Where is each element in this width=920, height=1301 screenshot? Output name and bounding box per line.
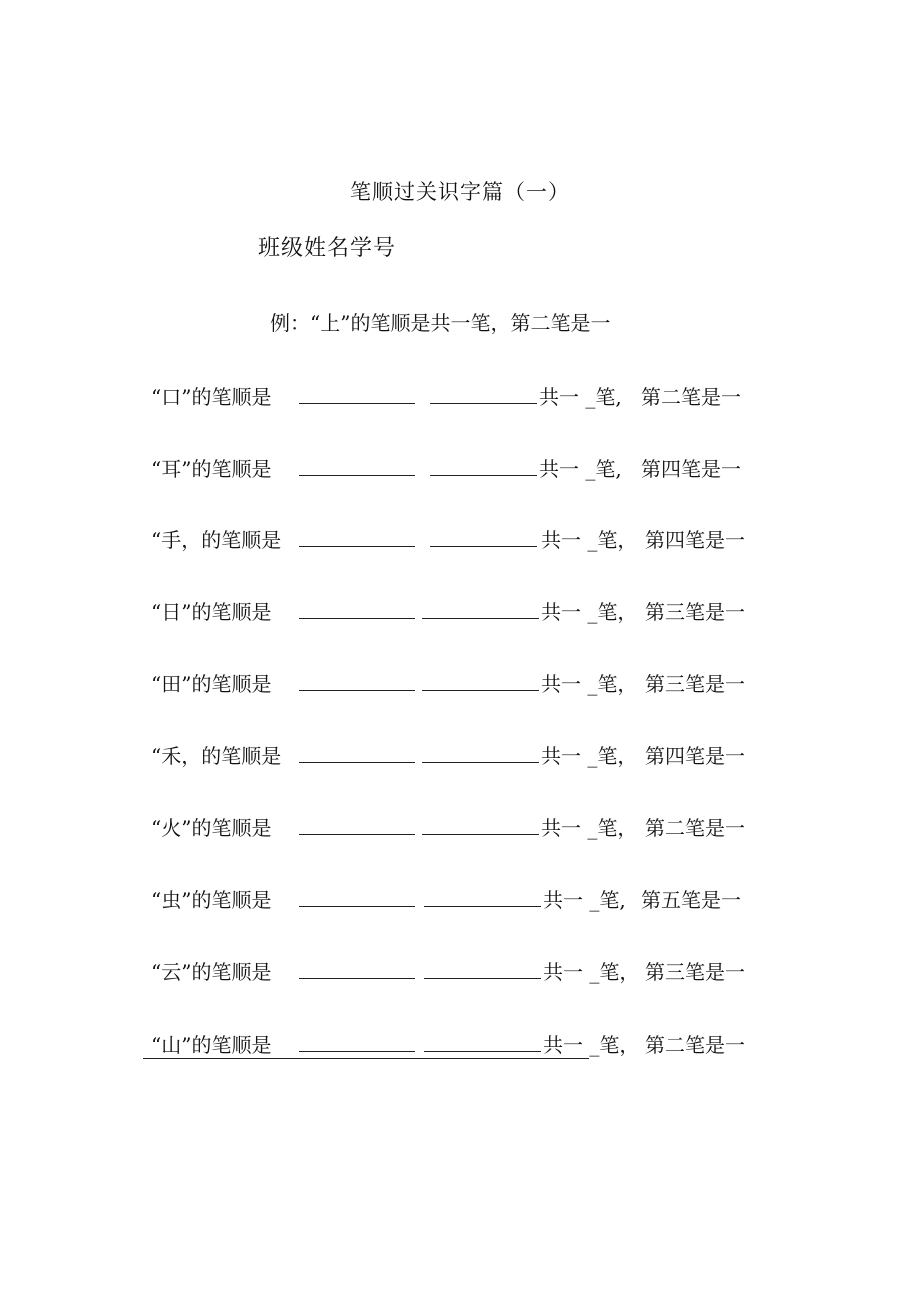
row-suffix: 第三笔是一 [645, 960, 745, 984]
answer-blank[interactable] [299, 1051, 415, 1052]
row-prefix: “虫”的笔顺是 [151, 888, 272, 912]
row-mid: 共一 _笔， [541, 744, 638, 768]
example-line: 例：“上”的笔顺是共一笔，第二笔是一 [270, 311, 611, 335]
row-mid: 共一 _笔, [539, 457, 622, 481]
answer-blank[interactable] [430, 475, 537, 476]
answer-blank[interactable] [299, 618, 415, 619]
answer-blank[interactable] [422, 834, 539, 835]
page-title: 笔顺过关识字篇（一） [350, 180, 570, 204]
row-suffix: 第四笔是一 [645, 744, 745, 768]
answer-blank[interactable] [424, 978, 541, 979]
row-suffix: 第二笔是一 [645, 816, 745, 840]
row-suffix: 第五笔是一 [641, 888, 741, 912]
row-mid: 共一 _笔, [543, 888, 626, 912]
answer-blank[interactable] [422, 690, 539, 691]
answer-blank[interactable] [299, 906, 415, 907]
answer-blank[interactable] [299, 475, 415, 476]
row-suffix: 第二笔是一 [645, 1033, 745, 1057]
answer-blank[interactable] [299, 546, 415, 547]
row-suffix: 第二笔是一 [641, 385, 741, 409]
class-name-number-line: 班级姓名学号 [258, 236, 397, 261]
row-mid: 共一 _笔， [541, 816, 638, 840]
answer-blank[interactable] [299, 403, 415, 404]
bottom-rule [143, 1058, 589, 1059]
row-prefix: “耳”的笔顺是 [151, 457, 272, 481]
row-mid: 共一 _笔， [541, 672, 638, 696]
row-suffix: 第四笔是一 [641, 457, 741, 481]
row-mid: 共一 _笔, [539, 385, 622, 409]
row-suffix: 第三笔是一 [645, 600, 745, 624]
row-prefix: “云”的笔顺是 [151, 960, 272, 984]
row-prefix: “日”的笔顺是 [151, 600, 272, 624]
row-suffix: 第三笔是一 [645, 672, 745, 696]
row-prefix: “田”的笔顺是 [151, 672, 272, 696]
row-mid: 共一 _笔， [541, 528, 638, 552]
answer-blank[interactable] [424, 906, 541, 907]
answer-blank[interactable] [299, 690, 415, 691]
answer-blank[interactable] [299, 834, 415, 835]
answer-blank[interactable] [299, 978, 415, 979]
row-mid: 共一 _笔， [543, 960, 640, 984]
answer-blank[interactable] [430, 403, 537, 404]
row-prefix: “手，的笔顺是 [151, 528, 282, 552]
row-suffix: 第四笔是一 [645, 528, 745, 552]
row-prefix: “禾，的笔顺是 [151, 744, 282, 768]
answer-blank[interactable] [430, 546, 537, 547]
row-mid: 共一 _笔， [541, 600, 638, 624]
answer-blank[interactable] [422, 618, 539, 619]
row-prefix: “口”的笔顺是 [151, 385, 272, 409]
row-mid: 共一 _笔， [543, 1033, 640, 1057]
answer-blank[interactable] [422, 762, 539, 763]
row-prefix: “火”的笔顺是 [151, 816, 272, 840]
answer-blank[interactable] [299, 762, 415, 763]
answer-blank[interactable] [424, 1051, 541, 1052]
row-prefix: “山”的笔顺是 [151, 1033, 272, 1057]
